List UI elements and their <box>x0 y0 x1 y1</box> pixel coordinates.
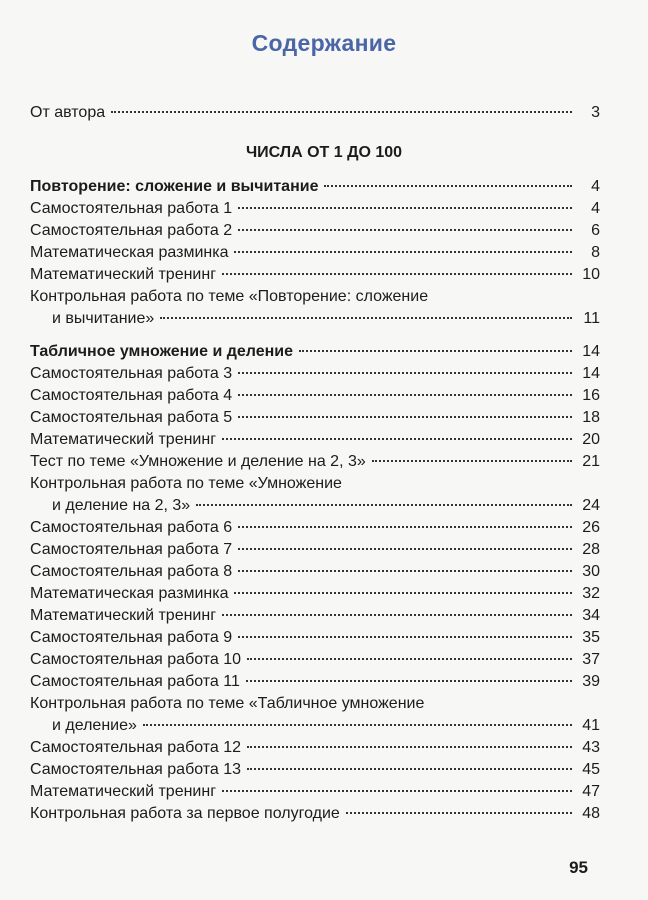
toc-entry[interactable] <box>30 220 600 241</box>
dot-leader <box>346 812 572 814</box>
dot-leader <box>246 680 572 682</box>
dot-leader <box>238 229 572 231</box>
toc-entry-page: 11 <box>583 310 600 327</box>
toc-entry-text: Табличное умножение и деление <box>30 343 294 360</box>
toc-entry-page: 41 <box>582 717 600 734</box>
toc-entry-text: Математическая разминка <box>30 585 229 602</box>
toc-entry[interactable] <box>30 759 600 780</box>
toc-entry-text: и деление» <box>52 717 137 734</box>
toc-section-multiplication[interactable] <box>30 341 600 362</box>
toc-entry-text: Тест по теме «Умножение и деление на 2, 3» <box>30 453 366 470</box>
toc-section-repetition[interactable] <box>30 176 600 197</box>
toc-entry-page: 39 <box>582 673 600 690</box>
toc-entry-text: Математическая разминка <box>30 244 229 261</box>
dot-leader <box>238 570 572 572</box>
toc-entry-page: 14 <box>582 343 600 360</box>
dot-leader <box>196 504 572 506</box>
toc-entry[interactable] <box>30 495 600 516</box>
toc-entry-page: 32 <box>582 585 600 602</box>
toc-entry-page: 24 <box>582 497 600 514</box>
toc-entry-page: 48 <box>582 805 600 822</box>
toc-entry[interactable] <box>30 539 600 560</box>
dot-leader <box>238 372 572 374</box>
dot-leader <box>111 111 572 113</box>
toc-entry-page: 18 <box>582 409 600 426</box>
toc-entry-page: 4 <box>591 200 600 217</box>
toc-entry[interactable] <box>30 242 600 263</box>
dot-leader <box>238 636 572 638</box>
dot-leader <box>222 273 572 275</box>
toc-entry-text: Самостоятельная работа 4 <box>30 387 233 404</box>
toc-entry-text: Контрольная работа за первое полугодие <box>30 805 340 822</box>
section-heading: ЧИСЛА ОТ 1 ДО 100 <box>245 144 403 161</box>
toc-entry-text: и вычитание» <box>52 310 155 327</box>
toc-entry[interactable] <box>30 583 600 604</box>
dot-leader <box>238 394 572 396</box>
toc-entry-page: 16 <box>582 387 600 404</box>
toc-entry-page: 26 <box>582 519 600 536</box>
toc-entry-line1[interactable]: Контрольная работа по теме «Умножение <box>30 475 342 492</box>
toc-entry-page: 45 <box>582 761 600 778</box>
toc-entry[interactable] <box>30 803 600 824</box>
toc-entry[interactable] <box>30 715 600 736</box>
toc-entry-text: и деление на 2, 3» <box>52 497 191 514</box>
toc-entry-text: Самостоятельная работа 13 <box>30 761 242 778</box>
toc-entry-text: От автора <box>30 104 106 121</box>
dot-leader <box>234 592 572 594</box>
toc-entry[interactable] <box>30 517 600 538</box>
toc-entry-line1[interactable]: Контрольная работа по теме «Повторение: сложение <box>30 288 429 305</box>
dot-leader <box>222 614 572 616</box>
toc-entry-text: Математический тренинг <box>30 266 217 283</box>
toc-entry-text: Математический тренинг <box>30 783 217 800</box>
toc-entry[interactable] <box>30 671 600 692</box>
dot-leader <box>247 768 572 770</box>
toc-entry-page: 3 <box>591 104 600 121</box>
toc-entry-text: Самостоятельная работа 12 <box>30 739 242 756</box>
dot-leader <box>247 746 572 748</box>
toc-entry-text: Самостоятельная работа 5 <box>30 409 233 426</box>
dot-leader <box>143 724 572 726</box>
dot-leader <box>222 438 572 440</box>
dot-leader <box>222 790 572 792</box>
toc-entry[interactable] <box>30 198 600 219</box>
toc-entry[interactable] <box>30 385 600 406</box>
dot-leader <box>238 207 572 209</box>
toc-entry-page: 30 <box>582 563 600 580</box>
toc-entry-page: 47 <box>582 783 600 800</box>
toc-entry-text: Повторение: сложение и вычитание <box>30 178 319 195</box>
toc-entry-text: Математический тренинг <box>30 431 217 448</box>
toc-entry-page: 4 <box>591 178 600 195</box>
dot-leader <box>299 350 572 352</box>
toc-entry[interactable] <box>30 363 600 384</box>
toc-entry[interactable] <box>30 627 600 648</box>
dot-leader <box>238 548 572 550</box>
dot-leader <box>372 460 572 462</box>
toc-entry[interactable] <box>30 264 600 285</box>
dot-leader <box>247 658 572 660</box>
toc-entry[interactable] <box>30 451 600 472</box>
toc-entry[interactable] <box>30 561 600 582</box>
toc-entry-page: 35 <box>582 629 600 646</box>
dot-leader <box>238 526 572 528</box>
toc-entry-text: Самостоятельная работа 10 <box>30 651 242 668</box>
dot-leader <box>234 251 572 253</box>
toc-entry-page: 34 <box>582 607 600 624</box>
toc-entry[interactable] <box>30 737 600 758</box>
toc-entry-text: Самостоятельная работа 3 <box>30 365 233 382</box>
toc-entry[interactable] <box>30 605 600 626</box>
toc-entry-page: 6 <box>591 222 600 239</box>
dot-leader <box>324 185 572 187</box>
toc-entry-text: Самостоятельная работа 11 <box>30 673 240 690</box>
toc-entry[interactable] <box>30 781 600 802</box>
toc-entry-text: Математический тренинг <box>30 607 217 624</box>
toc-entry-line1[interactable]: Контрольная работа по теме «Табличное умножение <box>30 695 425 712</box>
toc-entry-text: Самостоятельная работа 7 <box>30 541 233 558</box>
page-number: 95 <box>569 858 588 877</box>
toc-entry-text: Самостоятельная работа 1 <box>30 200 233 217</box>
toc-entry[interactable] <box>30 407 600 428</box>
toc-entry[interactable] <box>30 429 600 450</box>
toc-entry-text: Самостоятельная работа 2 <box>30 222 233 239</box>
toc-entry-page: 37 <box>582 651 600 668</box>
toc-entry[interactable] <box>30 308 600 329</box>
page-title: Содержание <box>251 30 397 56</box>
toc-entry-text: Самостоятельная работа 9 <box>30 629 233 646</box>
toc-entry-page: 20 <box>582 431 600 448</box>
dot-leader <box>238 416 572 418</box>
toc-entry-page: 21 <box>582 453 600 470</box>
toc-entry-text: Самостоятельная работа 6 <box>30 519 233 536</box>
toc-entry-page: 8 <box>591 244 600 261</box>
toc-entry-page: 43 <box>582 739 600 756</box>
toc-entry-page: 28 <box>582 541 600 558</box>
dot-leader <box>160 317 572 319</box>
toc-entry[interactable] <box>30 649 600 670</box>
toc-entry-author[interactable] <box>30 102 600 123</box>
toc-entry-page: 14 <box>582 365 600 382</box>
toc-entry-text: Самостоятельная работа 8 <box>30 563 233 580</box>
toc-entry-page: 10 <box>582 266 600 283</box>
